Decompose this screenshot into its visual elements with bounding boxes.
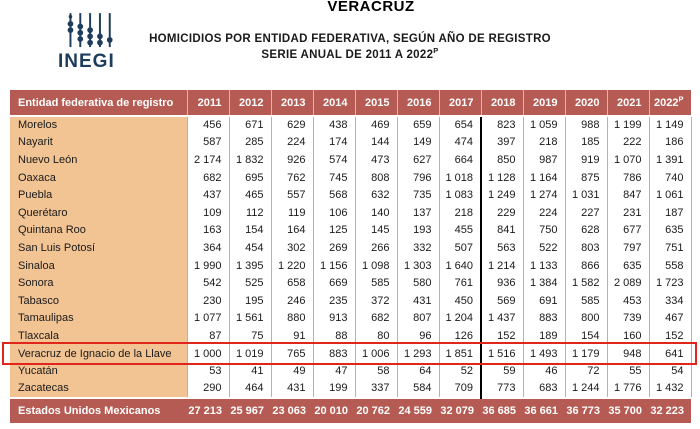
value-cell: 2 089: [607, 274, 649, 292]
value-cell: 569: [481, 292, 523, 310]
value-cell: 1 204: [439, 310, 481, 328]
value-cell: 709: [439, 380, 481, 398]
value-cell: 227: [565, 204, 607, 222]
total-value-cell: 20 762: [355, 398, 397, 423]
year-column-header: 2021: [607, 90, 649, 116]
value-cell: 1 000: [187, 345, 229, 363]
table-row: [10, 204, 691, 222]
value-cell: 58: [355, 362, 397, 380]
value-cell: 1 244: [565, 380, 607, 398]
value-cell: 1 018: [439, 169, 481, 187]
entity-cell: Oaxaca: [10, 169, 187, 187]
value-cell: 1 019: [229, 345, 271, 363]
value-cell: 464: [229, 380, 271, 398]
value-cell: 627: [397, 151, 439, 169]
value-cell: 1 437: [481, 310, 523, 328]
entity-column-header: Entidad federativa de registro: [10, 90, 187, 116]
value-cell: 751: [649, 239, 691, 257]
value-cell: 266: [355, 239, 397, 257]
table-header-row: [10, 90, 691, 116]
value-cell: 1 164: [523, 169, 565, 187]
value-cell: 735: [397, 186, 439, 204]
value-cell: 1 274: [523, 186, 565, 204]
value-cell: 926: [271, 151, 313, 169]
entity-cell: Tamaulipas: [10, 310, 187, 328]
value-cell: 1 851: [439, 345, 481, 363]
total-value-cell: 32 223: [649, 398, 691, 423]
value-cell: 1 214: [481, 257, 523, 275]
year-column-header: 2017: [439, 90, 481, 116]
entity-cell: Morelos: [10, 116, 187, 134]
value-cell: 52: [439, 362, 481, 380]
value-cell: 682: [187, 169, 229, 187]
total-value-cell: 36 661: [523, 398, 565, 423]
value-cell: 664: [439, 151, 481, 169]
value-cell: 72: [565, 362, 607, 380]
value-cell: 522: [523, 239, 565, 257]
value-cell: 160: [607, 327, 649, 345]
total-value-cell: 20 010: [313, 398, 355, 423]
value-cell: 126: [439, 327, 481, 345]
value-cell: 224: [523, 204, 565, 222]
total-value-cell: 32 079: [439, 398, 481, 423]
entity-cell: Querétaro: [10, 204, 187, 222]
value-cell: 635: [649, 222, 691, 240]
value-cell: 149: [397, 134, 439, 152]
value-cell: 109: [187, 204, 229, 222]
value-cell: 1 031: [565, 186, 607, 204]
value-cell: 1 061: [649, 186, 691, 204]
value-cell: 106: [313, 204, 355, 222]
value-cell: 557: [271, 186, 313, 204]
value-cell: 1 395: [229, 257, 271, 275]
entity-cell: Sinaloa: [10, 257, 187, 275]
value-cell: 49: [271, 362, 313, 380]
entity-cell: Puebla: [10, 186, 187, 204]
value-cell: 54: [649, 362, 691, 380]
value-cell: 64: [397, 362, 439, 380]
value-cell: 145: [355, 222, 397, 240]
value-cell: 568: [313, 186, 355, 204]
value-cell: 691: [523, 292, 565, 310]
value-cell: 431: [397, 292, 439, 310]
value-cell: 152: [649, 327, 691, 345]
value-cell: 46: [523, 362, 565, 380]
value-cell: 465: [229, 186, 271, 204]
value-cell: 1 640: [439, 257, 481, 275]
value-cell: 467: [649, 310, 691, 328]
entity-cell: Veracruz de Ignacio de la Llave: [10, 345, 187, 363]
value-cell: 154: [565, 327, 607, 345]
value-cell: 154: [229, 222, 271, 240]
table-title-line1: HOMICIDIOS POR ENTIDAD FEDERATIVA, SEGÚN AÑO DE REGISTRO: [149, 33, 551, 45]
value-cell: 563: [481, 239, 523, 257]
total-value-cell: 23 063: [271, 398, 313, 423]
value-cell: 431: [271, 380, 313, 398]
table-row: [10, 274, 691, 292]
value-cell: 189: [523, 327, 565, 345]
value-cell: 174: [313, 134, 355, 152]
value-cell: 1 493: [523, 345, 565, 363]
value-cell: 641: [649, 345, 691, 363]
value-cell: 47: [313, 362, 355, 380]
total-row: [10, 398, 691, 423]
value-cell: 163: [187, 222, 229, 240]
year-column-header: 2015: [355, 90, 397, 116]
value-cell: 1 776: [607, 380, 649, 398]
value-cell: 80: [355, 327, 397, 345]
value-cell: 397: [481, 134, 523, 152]
value-cell: 658: [271, 274, 313, 292]
value-cell: 372: [355, 292, 397, 310]
value-cell: 455: [439, 222, 481, 240]
year-column-header: 2019: [523, 90, 565, 116]
value-cell: 1 059: [523, 116, 565, 134]
value-cell: 745: [313, 169, 355, 187]
table-title-line2: [0, 46, 700, 61]
value-cell: 91: [271, 327, 313, 345]
value-cell: 671: [229, 116, 271, 134]
year-superscript: P: [678, 93, 684, 103]
value-cell: 773: [481, 380, 523, 398]
state-title: VERACRUZ: [327, 0, 415, 15]
value-cell: 438: [313, 116, 355, 134]
value-cell: 246: [271, 292, 313, 310]
value-cell: 235: [313, 292, 355, 310]
value-cell: 1 156: [313, 257, 355, 275]
homicides-table: [10, 90, 692, 423]
value-cell: 1 179: [565, 345, 607, 363]
value-cell: 558: [649, 257, 691, 275]
value-cell: 654: [439, 116, 481, 134]
value-cell: 683: [523, 380, 565, 398]
table-row: [10, 169, 691, 187]
value-cell: 786: [607, 169, 649, 187]
table-row: [10, 292, 691, 310]
total-label-cell: Estados Unidos Mexicanos: [10, 398, 187, 423]
value-cell: 850: [481, 151, 523, 169]
inegi-abacus-icon: [66, 11, 116, 51]
table-row: [10, 310, 691, 328]
value-cell: 682: [355, 310, 397, 328]
value-cell: 797: [607, 239, 649, 257]
value-cell: 1 249: [481, 186, 523, 204]
value-cell: 302: [271, 239, 313, 257]
value-cell: 1 516: [481, 345, 523, 363]
value-cell: 1 199: [607, 116, 649, 134]
value-cell: 1 582: [565, 274, 607, 292]
table-row: [10, 362, 691, 380]
value-cell: 2 174: [187, 151, 229, 169]
value-cell: 1 128: [481, 169, 523, 187]
value-cell: 41: [229, 362, 271, 380]
value-cell: 53: [187, 362, 229, 380]
value-cell: 185: [565, 134, 607, 152]
value-cell: 1 723: [649, 274, 691, 292]
value-cell: 230: [187, 292, 229, 310]
value-cell: 677: [607, 222, 649, 240]
value-cell: 1 303: [397, 257, 439, 275]
value-cell: 218: [523, 134, 565, 152]
entity-cell: Yucatán: [10, 362, 187, 380]
entity-cell: Quintana Roo: [10, 222, 187, 240]
value-cell: 525: [229, 274, 271, 292]
entity-cell: Sonora: [10, 274, 187, 292]
value-cell: 119: [271, 204, 313, 222]
value-cell: 285: [229, 134, 271, 152]
value-cell: 866: [565, 257, 607, 275]
value-cell: 75: [229, 327, 271, 345]
value-cell: 585: [355, 274, 397, 292]
value-cell: 187: [649, 204, 691, 222]
value-cell: 1 133: [523, 257, 565, 275]
value-cell: 823: [481, 116, 523, 134]
value-cell: 473: [355, 151, 397, 169]
value-cell: 587: [187, 134, 229, 152]
table-row: [10, 257, 691, 275]
value-cell: 739: [607, 310, 649, 328]
value-cell: 750: [523, 222, 565, 240]
value-cell: 152: [481, 327, 523, 345]
value-cell: 659: [397, 116, 439, 134]
table-row: [10, 116, 691, 134]
value-cell: 1 990: [187, 257, 229, 275]
year-column-header: 2011: [187, 90, 229, 116]
value-cell: 112: [229, 204, 271, 222]
value-cell: 1 384: [523, 274, 565, 292]
total-value-cell: 24 559: [397, 398, 439, 423]
value-cell: 765: [271, 345, 313, 363]
value-cell: 450: [439, 292, 481, 310]
value-cell: 222: [607, 134, 649, 152]
value-cell: 269: [313, 239, 355, 257]
value-cell: 762: [271, 169, 313, 187]
value-cell: 796: [397, 169, 439, 187]
value-cell: 847: [607, 186, 649, 204]
year-column-header: 2014: [313, 90, 355, 116]
value-cell: 669: [313, 274, 355, 292]
year-column-header: 2016: [397, 90, 439, 116]
value-cell: 987: [523, 151, 565, 169]
value-cell: 988: [565, 116, 607, 134]
inegi-logo-text: INEGI: [58, 51, 115, 72]
table-row: [10, 345, 691, 363]
total-value-cell: 35 700: [607, 398, 649, 423]
value-cell: 1 561: [229, 310, 271, 328]
value-cell: 507: [439, 239, 481, 257]
table-row: [10, 186, 691, 204]
entity-cell: San Luis Potosí: [10, 239, 187, 257]
value-cell: 695: [229, 169, 271, 187]
entity-cell: Zacatecas: [10, 380, 187, 398]
value-cell: 1 220: [271, 257, 313, 275]
total-value-cell: 25 967: [229, 398, 271, 423]
value-cell: 635: [607, 257, 649, 275]
value-cell: 474: [439, 134, 481, 152]
value-cell: 290: [187, 380, 229, 398]
total-value-cell: 27 213: [187, 398, 229, 423]
value-cell: 800: [565, 310, 607, 328]
value-cell: 1 006: [355, 345, 397, 363]
table-row: [10, 380, 691, 398]
value-cell: 883: [523, 310, 565, 328]
value-cell: 808: [355, 169, 397, 187]
value-cell: 186: [649, 134, 691, 152]
value-cell: 875: [565, 169, 607, 187]
value-cell: 1 832: [229, 151, 271, 169]
value-cell: 1 391: [649, 151, 691, 169]
value-cell: 919: [565, 151, 607, 169]
value-cell: 469: [355, 116, 397, 134]
value-cell: 59: [481, 362, 523, 380]
value-cell: 841: [481, 222, 523, 240]
value-cell: 1 149: [649, 116, 691, 134]
value-cell: 580: [397, 274, 439, 292]
value-cell: 1 098: [355, 257, 397, 275]
value-cell: 456: [187, 116, 229, 134]
entity-cell: Nayarit: [10, 134, 187, 152]
value-cell: 632: [355, 186, 397, 204]
value-cell: 125: [313, 222, 355, 240]
value-cell: 803: [565, 239, 607, 257]
value-cell: 585: [565, 292, 607, 310]
subtitle2-superscript: P: [433, 46, 439, 56]
value-cell: 364: [187, 239, 229, 257]
value-cell: 454: [229, 239, 271, 257]
table-row: [10, 222, 691, 240]
subtitle2-text: SERIE ANUAL DE 2011 A 2022: [261, 49, 434, 61]
value-cell: 87: [187, 327, 229, 345]
value-cell: 164: [271, 222, 313, 240]
value-cell: 629: [271, 116, 313, 134]
table-row: [10, 134, 691, 152]
value-cell: 574: [313, 151, 355, 169]
value-cell: 880: [271, 310, 313, 328]
entity-cell: Nuevo León: [10, 151, 187, 169]
value-cell: 1 293: [397, 345, 439, 363]
value-cell: 1 070: [607, 151, 649, 169]
value-cell: 936: [481, 274, 523, 292]
value-cell: 453: [607, 292, 649, 310]
value-cell: 437: [187, 186, 229, 204]
total-value-cell: 36 685: [481, 398, 523, 423]
year-column-header: 2013: [271, 90, 313, 116]
value-cell: 807: [397, 310, 439, 328]
value-cell: 913: [313, 310, 355, 328]
value-cell: 584: [397, 380, 439, 398]
value-cell: 229: [481, 204, 523, 222]
value-cell: 332: [397, 239, 439, 257]
table-row: [10, 327, 691, 345]
value-cell: 740: [649, 169, 691, 187]
value-cell: 883: [313, 345, 355, 363]
value-cell: 137: [397, 204, 439, 222]
entity-cell: Tlaxcala: [10, 327, 187, 345]
value-cell: 88: [313, 327, 355, 345]
value-cell: 334: [649, 292, 691, 310]
value-cell: 1 083: [439, 186, 481, 204]
value-cell: 337: [355, 380, 397, 398]
year-column-header: $2022^P$: [649, 90, 691, 116]
table-row: [10, 239, 691, 257]
total-value-cell: 36 773: [565, 398, 607, 423]
value-cell: 224: [271, 134, 313, 152]
value-cell: 96: [397, 327, 439, 345]
year-column-header: 2020: [565, 90, 607, 116]
value-cell: 542: [187, 274, 229, 292]
value-cell: 218: [439, 204, 481, 222]
value-cell: 1 077: [187, 310, 229, 328]
value-cell: 144: [355, 134, 397, 152]
table-row: [10, 151, 691, 169]
year-column-header: 2012: [229, 90, 271, 116]
value-cell: 761: [439, 274, 481, 292]
entity-cell: Tabasco: [10, 292, 187, 310]
value-cell: 231: [607, 204, 649, 222]
value-cell: 140: [355, 204, 397, 222]
value-cell: 199: [313, 380, 355, 398]
value-cell: 195: [229, 292, 271, 310]
value-cell: 193: [397, 222, 439, 240]
year-column-header: 2018: [481, 90, 523, 116]
value-cell: 628: [565, 222, 607, 240]
value-cell: 55: [607, 362, 649, 380]
value-cell: 1 432: [649, 380, 691, 398]
value-cell: 948: [607, 345, 649, 363]
